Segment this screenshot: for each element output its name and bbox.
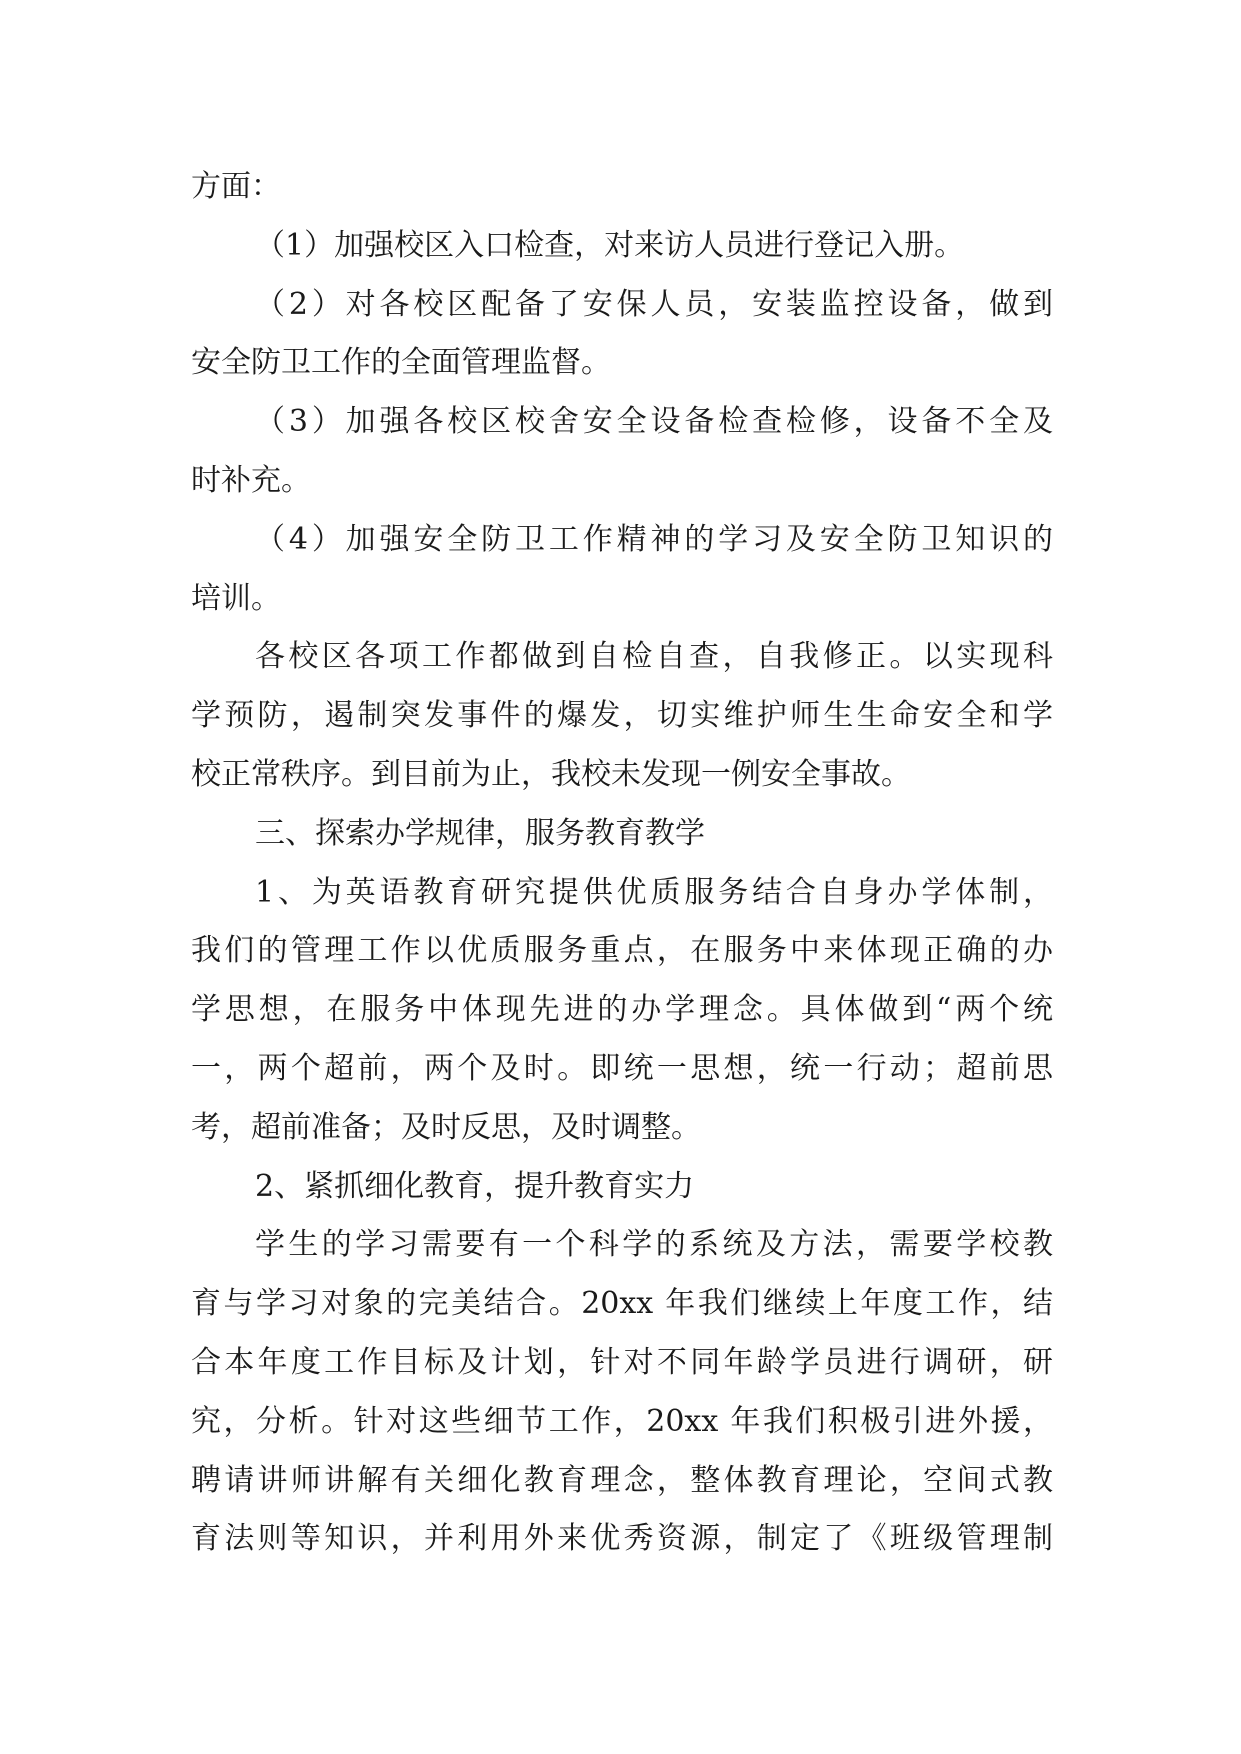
text-line: 校正常秩序。到目前为止，我校未发现一例安全事故。	[191, 756, 911, 792]
text-line: 学预防，遏制突发事件的爆发，切实维护师生生命安全和学	[191, 698, 1053, 734]
text-line: 究，分析。针对这些细节工作，20xx 年我们积极引进外援，	[191, 1403, 1053, 1439]
text-line: 安全防卫工作的全面管理监督。	[191, 345, 611, 381]
text-line: 一，两个超前，两个及时。即统一思想，统一行动；超前思	[191, 1050, 1053, 1086]
text-line: （2）对各校区配备了安保人员，安装监控设备，做到	[255, 286, 1053, 322]
text-line: 2、紧抓细化教育，提升教育实力	[255, 1168, 695, 1204]
text-line: （4）加强安全防卫工作精神的学习及安全防卫知识的	[255, 521, 1053, 557]
text-line: 聘请讲师讲解有关细化教育理念，整体教育理论，空间式教	[191, 1462, 1053, 1498]
text-line: 1、为英语教育研究提供优质服务结合自身办学体制，	[255, 874, 1053, 910]
text-line: 考，超前准备；及时反思，及时调整。	[191, 1109, 701, 1145]
text-line: 合本年度工作目标及计划，针对不同年龄学员进行调研，研	[191, 1344, 1053, 1380]
text-line: 学生的学习需要有一个科学的系统及方法，需要学校教	[255, 1227, 1053, 1263]
text-line: 学思想，在服务中体现先进的办学理念。具体做到“两个统	[191, 992, 1053, 1028]
text-line: 培训。	[191, 580, 281, 616]
text-line: 三、探索办学规律，服务教育教学	[255, 815, 705, 851]
text-line: （3）加强各校区校舍安全设备检查检修，设备不全及	[255, 404, 1053, 440]
text-line: 育法则等知识，并利用外来优秀资源，制定了《班级管理制	[191, 1521, 1053, 1557]
text-line: 时补充。	[191, 462, 311, 498]
document-body	[191, 158, 1053, 1569]
text-line: 方面：	[191, 169, 281, 204]
text-line: 各校区各项工作都做到自检自查，自我修正。以实现科	[255, 639, 1053, 675]
text-line: 我们的管理工作以优质服务重点，在服务中来体现正确的办	[191, 933, 1053, 969]
text-line: （1）加强校区入口检查，对来访人员进行登记入册。	[255, 227, 965, 263]
text-line: 育与学习对象的完美结合。20xx 年我们继续上年度工作，结	[191, 1286, 1053, 1322]
